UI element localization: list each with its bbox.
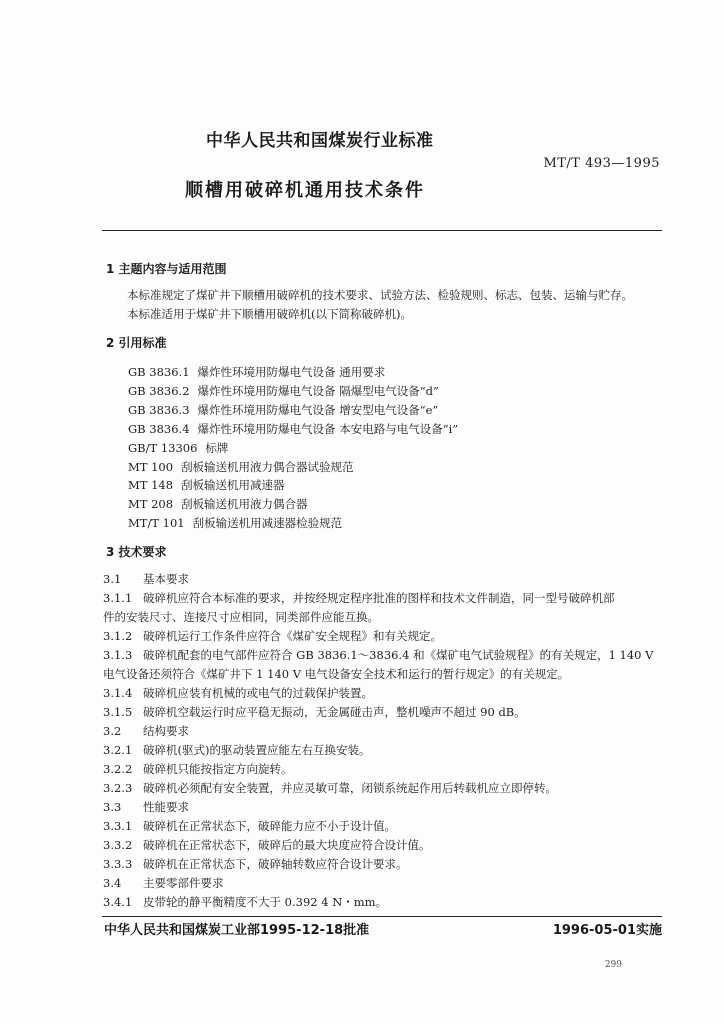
clause-3-2: [103, 723, 189, 739]
approval-statement: 中华人民共和国煤炭工业部1995-12-18批准: [104, 923, 370, 938]
reference-title: 爆炸性环境用防爆电气设备 通用要求: [197, 365, 386, 379]
issuer-title: 中华人民共和国煤炭行业标准: [206, 131, 434, 151]
reference-code: GB 3836.2: [128, 384, 190, 398]
clause-3-1-3: [103, 647, 653, 663]
document-title: 顺槽用破碎机通用技术条件: [185, 180, 425, 201]
effective-date: 1996-05-01实施: [552, 923, 662, 938]
reference-item: [128, 383, 439, 399]
clause-number: 3.3.3: [103, 857, 133, 871]
reference-item: [128, 496, 308, 512]
clause-text: 破碎机只能按指定方向旋转。: [143, 762, 293, 776]
reference-title: 刮板输送机用液力偶合器: [181, 497, 308, 511]
clause-3-3: [103, 799, 189, 815]
clause-text: 破碎机应符合本标准的要求，并按经规定程序批准的图样和技术文件制造，同一型号破碎机部: [143, 591, 615, 605]
reference-item: [128, 364, 385, 380]
clause-text: 破碎机在正常状态下，破碎轴转数应符合设计要求。: [143, 857, 408, 871]
section-1-heading: 1 主题内容与适用范围: [106, 262, 227, 276]
clause-3-2-1: [103, 742, 370, 758]
clause-number: 3.1.4: [103, 686, 133, 700]
top-rule: [102, 230, 662, 231]
clause-text: 破碎机运行工作条件应符合《煤矿安全规程》和有关规定。: [143, 629, 442, 643]
clause-number: 3.4: [103, 876, 122, 890]
reference-code: MT 100: [128, 460, 174, 474]
clause-number: 3.4.1: [103, 895, 133, 909]
bottom-rule: [102, 916, 662, 917]
clause-3-3-3: [103, 856, 408, 872]
reference-item: [128, 440, 228, 456]
clause-text: 破碎机应装有机械的或电气的过载保护装置。: [143, 686, 373, 700]
reference-code: GB 3836.3: [128, 403, 190, 417]
clause-3-3-2: [103, 837, 431, 853]
reference-code: GB 3836.1: [128, 365, 190, 379]
clause-text: 结构要求: [143, 724, 189, 738]
clause-3-1-3-continued: 电气设备还须符合《煤矿井下 1 140 V 电气设备安全技术和运行的暂行规定》的有关规定。: [103, 667, 570, 681]
reference-title: 爆炸性环境用防爆电气设备 隔爆型电气设备“d”: [197, 384, 439, 398]
reference-code: MT/T 101: [128, 516, 185, 530]
clause-text: 皮带轮的静平衡精度不大于 0.392 4 N・mm。: [143, 895, 388, 909]
clause-text: 破碎机在正常状态下，破碎后的最大块度应符合设计值。: [143, 838, 431, 852]
clause-number: 3.2: [103, 724, 122, 738]
clause-3-3-1: [103, 818, 396, 834]
reference-code: GB/T 13306: [128, 441, 198, 455]
clause-number: 3.1.1: [103, 591, 133, 605]
reference-item: [128, 477, 285, 493]
reference-title: 刮板输送机用减速器: [181, 478, 285, 492]
clause-text: 破碎机空载运行时应平稳无振动，无金属碰击声，整机噪声不超过 90 dB。: [143, 705, 526, 719]
clause-text: 破碎机配套的电气部件应符合 GB 3836.1～3836.4 和《煤矿电气试验规程》的有关规定，1 140 V: [143, 648, 654, 662]
reference-item: [128, 459, 354, 475]
reference-item: [128, 421, 458, 437]
reference-title: 刮板输送机用液力偶合器试验规范: [181, 460, 354, 474]
clause-text: 性能要求: [143, 800, 189, 814]
standard-code: MT/T 493—1995: [543, 156, 660, 171]
section-1-paragraph-1: 本标准规定了煤矿井下顺槽用破碎机的技术要求、试验方法、检验规则、标志、包装、运输与贮存。: [127, 288, 633, 302]
clause-3-4: [103, 875, 224, 891]
clause-3-1-5: [103, 704, 526, 720]
clause-3-1: [103, 571, 189, 587]
clause-number: 3.3.1: [103, 819, 133, 833]
reference-title: 标牌: [205, 441, 229, 455]
clause-number: 3.2.1: [103, 743, 133, 757]
clause-number: 3.1.2: [103, 629, 133, 643]
clause-3-1-2: [103, 628, 442, 644]
clause-3-1-4: [103, 685, 373, 701]
clause-3-1-1: [103, 590, 615, 606]
clause-number: 3.1.5: [103, 705, 133, 719]
clause-number: 3.1.3: [103, 648, 133, 662]
clause-number: 3.3.2: [103, 838, 133, 852]
section-2-heading: 2 引用标准: [106, 336, 167, 350]
reference-code: GB 3836.4: [128, 422, 190, 436]
section-3-heading: 3 技术要求: [106, 545, 167, 559]
reference-item: [128, 515, 342, 531]
reference-title: 刮板输送机用减速器检验规范: [192, 516, 343, 530]
clause-text: 主要零部件要求: [143, 876, 224, 890]
section-1-paragraph-2: 本标准适用于煤矿井下顺槽用破碎机(以下简称破碎机)。: [127, 307, 412, 321]
clause-3-2-3: [103, 780, 557, 796]
reference-title: 爆炸性环境用防爆电气设备 本安电路与电气设备“i”: [197, 422, 459, 436]
clause-3-2-2: [103, 761, 293, 777]
reference-item: [128, 402, 438, 418]
clause-3-1-1-continued: 件的安装尺寸、连接尺寸应相同，同类部件应能互换。: [103, 610, 379, 624]
reference-title: 爆炸性环境用防爆电气设备 增安型电气设备“e”: [197, 403, 439, 417]
clause-text: 破碎机在正常状态下，破碎能力应不小于设计值。: [143, 819, 396, 833]
reference-code: MT 148: [128, 478, 174, 492]
reference-code: MT 208: [128, 497, 174, 511]
clause-text: 破碎机(驱式)的驱动装置应能左右互换安装。: [143, 743, 371, 757]
clause-3-4-1: [103, 894, 387, 910]
clause-number: 3.3: [103, 800, 122, 814]
clause-text: 基本要求: [143, 572, 189, 586]
clause-number: 3.2.2: [103, 762, 133, 776]
clause-text: 破碎机必须配有安全装置，并应灵敏可靠，闭锁系统起作用后转载机应立即停转。: [143, 781, 557, 795]
page-number: 299: [604, 960, 622, 970]
clause-number: 3.2.3: [103, 781, 133, 795]
clause-number: 3.1: [103, 572, 122, 586]
